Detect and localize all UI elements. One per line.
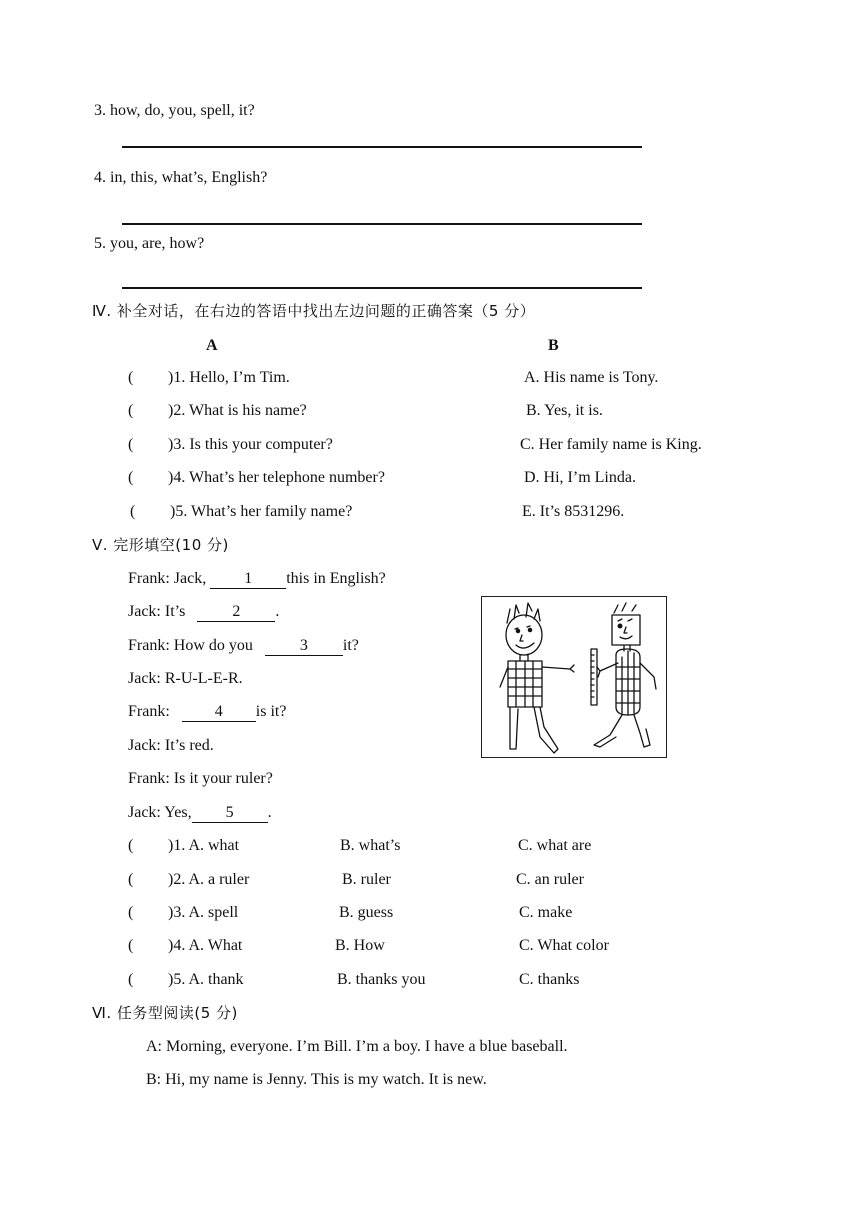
option-b: B. guess (339, 904, 394, 921)
option-b: B. thanks you (337, 971, 426, 988)
option-c: C. what are (518, 837, 592, 854)
answer-paren[interactable]: ( (128, 837, 134, 854)
cloze-blank-5[interactable]: 5 (192, 804, 268, 823)
section-4-title: Ⅳ. 补全对话，在右边的答语中找出左边问题的正确答案（5 分） (92, 302, 536, 320)
cloze-blank-2[interactable]: 2 (197, 603, 275, 622)
answer-line (122, 287, 642, 289)
answer-paren[interactable]: ( (128, 469, 134, 486)
answer-choice: A. His name is Tony. (524, 369, 659, 386)
question-text: )3. Is this your computer? (168, 436, 333, 453)
answer-paren[interactable]: ( (128, 904, 134, 921)
dialogue-line: Jack: It’s 2 . (128, 603, 280, 620)
question-text: )1. Hello, I’m Tim. (168, 369, 290, 386)
answer-paren[interactable]: ( (128, 402, 134, 419)
option-a: )1. A. what (168, 837, 240, 854)
option-a: )3. A. spell (168, 904, 239, 921)
answer-line (122, 223, 642, 225)
answer-choice: B. Yes, it is. (526, 402, 603, 419)
q3-item-5: 5. you, are, how? (94, 235, 205, 252)
option-b: B. How (335, 937, 385, 954)
dialogue-line: Frank: 4 is it? (128, 703, 287, 720)
question-text: )5. What’s her family name? (170, 503, 353, 520)
answer-paren[interactable]: ( (128, 937, 134, 954)
cloze-blank-4[interactable]: 4 (182, 703, 256, 722)
dialogue-line: Frank: Is it your ruler? (128, 770, 273, 787)
option-a: )5. A. thank (168, 971, 244, 988)
q3-item-3: 3. how, do, you, spell, it? (94, 102, 255, 119)
option-c: C. thanks (519, 971, 580, 988)
dialogue-line: Jack: R-U-L-E-R. (128, 670, 243, 687)
answer-choice: C. Her family name is King. (520, 436, 702, 453)
answer-line (122, 146, 642, 148)
answer-paren[interactable]: ( (128, 369, 134, 386)
column-a-header: A (206, 337, 218, 354)
question-text: )4. What’s her telephone number? (168, 469, 385, 486)
dialogue-line: Frank: Jack, 1 this in English? (128, 570, 386, 587)
answer-choice: E. It’s 8531296. (522, 503, 625, 520)
answer-paren[interactable]: ( (128, 436, 134, 453)
answer-paren[interactable]: ( (130, 503, 136, 520)
section-5-title: Ⅴ. 完形填空(10 分) (92, 536, 229, 554)
cloze-blank-3[interactable]: 3 (265, 637, 343, 656)
q3-item-4: 4. in, this, what’s, English? (94, 169, 268, 186)
answer-choice: D. Hi, I’m Linda. (524, 469, 636, 486)
reading-line: B: Hi, my name is Jenny. This is my watch. It is new. (146, 1071, 487, 1088)
column-b-header: B (548, 337, 559, 354)
option-c: C. What color (519, 937, 609, 954)
option-b: B. ruler (342, 871, 391, 888)
option-b: B. what’s (340, 837, 401, 854)
dialogue-line: Jack: Yes, 5 . (128, 804, 272, 821)
section-6-title: Ⅵ. 任务型阅读(5 分) (92, 1004, 238, 1022)
option-c: C. an ruler (516, 871, 584, 888)
question-text: )2. What is his name? (168, 402, 307, 419)
option-c: C. make (519, 904, 573, 921)
dialogue-line: Jack: It’s red. (128, 737, 214, 754)
answer-paren[interactable]: ( (128, 971, 134, 988)
ruler-illustration (481, 596, 667, 758)
dialogue-line: Frank: How do you 3 it? (128, 637, 359, 654)
cloze-blank-1[interactable]: 1 (210, 570, 286, 589)
option-a: )2. A. a ruler (168, 871, 250, 888)
reading-line: A: Morning, everyone. I’m Bill. I’m a boy. I have a blue baseball. (146, 1038, 568, 1055)
option-a: )4. A. What (168, 937, 243, 954)
answer-paren[interactable]: ( (128, 871, 134, 888)
